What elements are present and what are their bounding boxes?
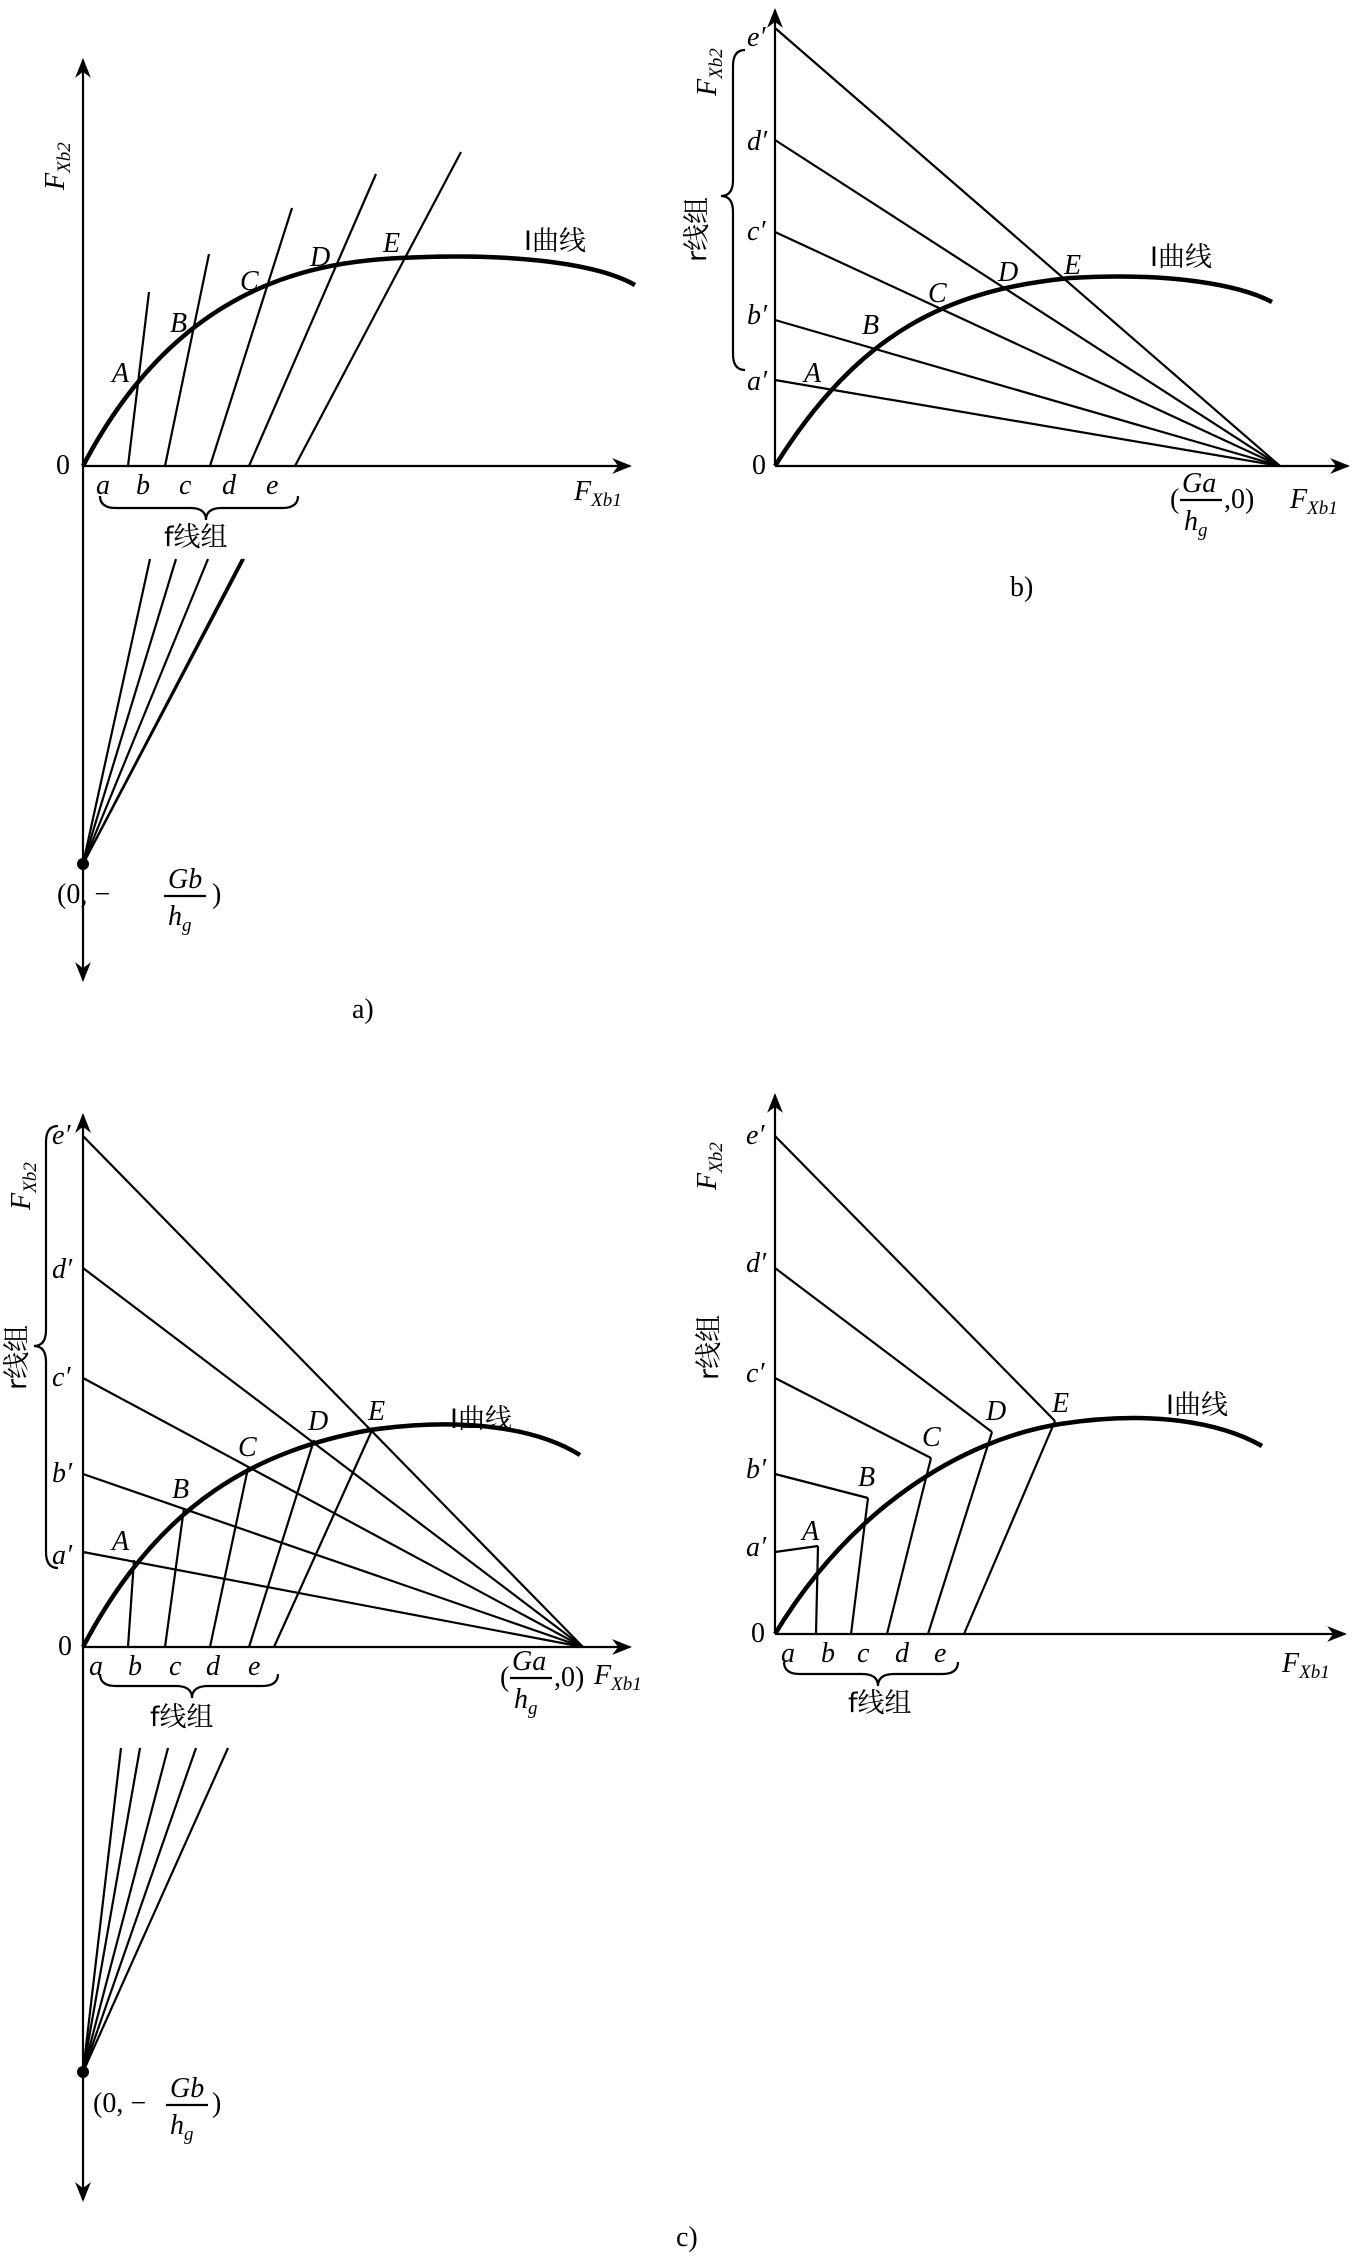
panel-c-left-y-label: $F_{Xb2}$ [6, 1162, 41, 1210]
panel-a-caption: a) [352, 994, 374, 1025]
panel-a-x-label: $F_{Xb1}$ [574, 476, 622, 511]
svg-text:hg: $h_g$ [168, 901, 192, 936]
panel-c-right-f-seg-b [851, 1498, 868, 1634]
panel-b-r-line-d [775, 140, 1280, 466]
panel-c-left-pivot-r-label [500, 1646, 584, 1719]
panel-c-left-f-group-label: f线组 [150, 1702, 214, 1733]
panel-a-f-label-b: b [136, 470, 150, 501]
panel-b-point-B: B [862, 310, 880, 341]
panel-a-origin: 0 [56, 450, 70, 481]
panel-c-right-point-D: D [986, 1396, 1007, 1427]
panel-c-left-r-line-e [83, 1136, 583, 1647]
panel-c-right-f-seg-e [964, 1421, 1055, 1634]
svg-text:): ) [212, 879, 222, 910]
panel-c-right-point-C: C [922, 1422, 941, 1453]
panel-a-f-line-d [249, 174, 376, 466]
panel-b-point-E: E [1064, 250, 1082, 281]
panel-c-right-f-label-a: a [781, 1638, 795, 1669]
panel-c-right-r-seg-c [775, 1378, 931, 1458]
panel-c-left-r-label-a: a′ [52, 1540, 73, 1571]
panel-c-left-point-B: B [172, 1474, 190, 1505]
panel-c-left-r-line-b [83, 1474, 583, 1647]
panel-b-y-label: $F_{Xb2}$ [692, 48, 727, 96]
panel-c-right-r-label-e: e′ [746, 1120, 765, 1151]
panel-b-r-brace [721, 50, 745, 370]
panel-b-x-label: $F_{Xb1}$ [1290, 484, 1338, 519]
svg-text:Ga: Ga [1182, 468, 1217, 499]
panel-b-r-label-c: c′ [747, 216, 766, 247]
panel-a-f-line-e [295, 152, 461, 466]
panel-a-f-line-a [128, 292, 149, 466]
panel-c-right-f-label-e: e [934, 1638, 947, 1669]
panel-b-r-label-e: e′ [747, 22, 766, 53]
svg-text:(: ( [1170, 484, 1180, 515]
panel-c-right-r-seg-d [775, 1268, 992, 1432]
panel-c-left-r-line-d [83, 1268, 583, 1647]
panel-c-right-r-seg-e [775, 1136, 1055, 1421]
panel-c-left-f-label-c: c [169, 1651, 182, 1682]
panel-c-right-i-curve [775, 1418, 1262, 1634]
panel-b-pivot-label [1170, 468, 1254, 541]
svg-text:hg: $h_g$ [1184, 506, 1208, 541]
panel-c-right-point-B: B [858, 1462, 876, 1493]
panel-c-left-r-label-e: e′ [52, 1120, 71, 1151]
panel-c-left-f-line-c [210, 1468, 248, 1647]
panel-a-f-label-c: c [179, 470, 192, 501]
panel-c-right-f-label-d: d [895, 1638, 909, 1669]
panel-c-right-r-label-b: b′ [746, 1454, 767, 1485]
panel-b-r-label-b: b′ [747, 300, 768, 331]
panel-c-right [692, 1095, 1345, 1719]
panel-c-right-x-label: $F_{Xb1}$ [1282, 1648, 1330, 1683]
panel-a-curve-label: I曲线 [524, 226, 586, 257]
panel-c-left-point-A: A [112, 1526, 130, 1557]
panel-c-right-point-A: A [802, 1516, 820, 1547]
panel-c-left-r-group-label: r线组 [2, 1324, 33, 1390]
panel-c-right-r-group-label: r线组 [694, 1314, 725, 1380]
panel-c-left-fan-line [83, 1748, 196, 2072]
panel-c-right-r-label-a: a′ [746, 1532, 767, 1563]
panel-c-left-f-label-b: b [128, 1651, 142, 1682]
panel-a-f-label-e: e [266, 470, 279, 501]
panel-a [40, 60, 635, 1025]
panel-c-right-r-seg-b [775, 1474, 868, 1498]
panel-a-fan-line [83, 559, 244, 864]
panel-a-y-label: $F_{Xb2}$ [40, 142, 75, 190]
panel-c-left-i-curve [83, 1424, 580, 1647]
svg-text:hg: $h_g$ [514, 1684, 538, 1719]
panel-c-left-f-label-a: a [89, 1651, 103, 1682]
panel-c-left-curve-label: I曲线 [450, 1404, 512, 1435]
panel-c-right-f-label-c: c [857, 1638, 870, 1669]
panel-c-right-f-seg-a [816, 1546, 818, 1634]
svg-text:,0): ,0) [1224, 484, 1255, 515]
panel-c-left-fan-line [83, 1748, 121, 2072]
panel-c-right-r-label-c: c′ [746, 1358, 765, 1389]
svg-text:(: ( [500, 1662, 510, 1693]
panel-b-r-label-a: a′ [747, 366, 768, 397]
panel-a-fan-line [83, 559, 150, 864]
panel-a-point-C: C [240, 266, 259, 297]
panel-c-left-x-label: $F_{Xb1}$ [594, 1660, 642, 1695]
svg-text:hg: $h_g$ [170, 2110, 194, 2145]
panel-c-left-point-E: E [368, 1396, 386, 1427]
panel-b-r-label-d: d′ [747, 126, 768, 157]
svg-text:Ga: Ga [512, 1646, 547, 1677]
panel-b-point-A: A [804, 358, 822, 389]
panel-c-right-f-label-b: b [821, 1638, 835, 1669]
panel-b-caption: b) [1010, 572, 1034, 603]
panel-c-left-f-label-d: d [206, 1651, 220, 1682]
panel-c-left-pivot-point [77, 2066, 89, 2078]
svg-text:Gb: Gb [170, 2073, 205, 2104]
panel-c-right-r-label-d: d′ [746, 1248, 767, 1279]
panel-c-left-r-label-d: d′ [52, 1254, 73, 1285]
panel-c-left-r-label-b: b′ [52, 1458, 73, 1489]
panel-b-point-C: C [928, 278, 947, 309]
panel-c-left-f-label-e: e [248, 1651, 261, 1682]
svg-text:): ) [212, 2088, 222, 2119]
panel-c-left [2, 1115, 642, 2200]
panel-a-f-label-a: a [96, 470, 110, 501]
panel-a-point-B: B [170, 308, 188, 339]
svg-text:Gb: Gb [168, 864, 203, 895]
panel-b [682, 10, 1348, 603]
panel-a-fan-line [83, 559, 208, 864]
panel-c-right-origin: 0 [751, 1618, 765, 1649]
svg-text:(0, −: (0, − [57, 879, 111, 910]
panel-b-origin: 0 [752, 450, 766, 481]
panel-a-point-E: E [383, 228, 401, 259]
panel-c-right-y-label: $F_{Xb2}$ [692, 1142, 727, 1190]
panel-c-left-origin: 0 [58, 1631, 72, 1662]
panel-c-right-f-brace [784, 1662, 958, 1686]
panel-c-caption: c) [676, 2222, 698, 2253]
panel-c-left-f-line-d [249, 1440, 314, 1647]
panel-a-pivot-point [77, 858, 89, 870]
panel-a-f-line-b [165, 254, 209, 466]
panel-a-point-A: A [112, 358, 130, 389]
panel-c-right-point-E: E [1052, 1388, 1070, 1419]
panel-b-curve-label: I曲线 [1150, 242, 1212, 273]
svg-text:(0, −: (0, − [93, 2088, 147, 2119]
panel-b-i-curve [775, 277, 1272, 466]
panel-c-left-f-line-e [274, 1428, 373, 1647]
panel-a-point-D: D [310, 242, 331, 273]
panel-c-left-r-line-a [83, 1552, 583, 1647]
panel-c-left-point-D: D [308, 1406, 329, 1437]
panel-b-point-D: D [998, 257, 1019, 288]
panel-c-left-fan-line [83, 1748, 140, 2072]
panel-c-right-f-seg-d [928, 1432, 992, 1634]
panel-a-f-line-c [210, 208, 292, 466]
panel-b-r-group-label: r线组 [682, 196, 713, 262]
panel-c-left-r-label-c: c′ [52, 1362, 71, 1393]
panel-c-right-curve-label: I曲线 [1166, 1390, 1228, 1421]
panel-c-left-pivot-f-label [93, 2073, 221, 2145]
panel-c-left-point-C: C [238, 1432, 257, 1463]
panel-c-right-f-group-label: f线组 [848, 1688, 912, 1719]
panel-c-right-f-seg-c [887, 1458, 931, 1634]
panel-a-f-label-d: d [222, 470, 236, 501]
svg-text:,0): ,0) [554, 1662, 585, 1693]
panel-a-f-group-label: f线组 [164, 522, 228, 553]
panel-a-pivot-label [57, 864, 221, 936]
panel-a-i-curve [83, 257, 635, 466]
